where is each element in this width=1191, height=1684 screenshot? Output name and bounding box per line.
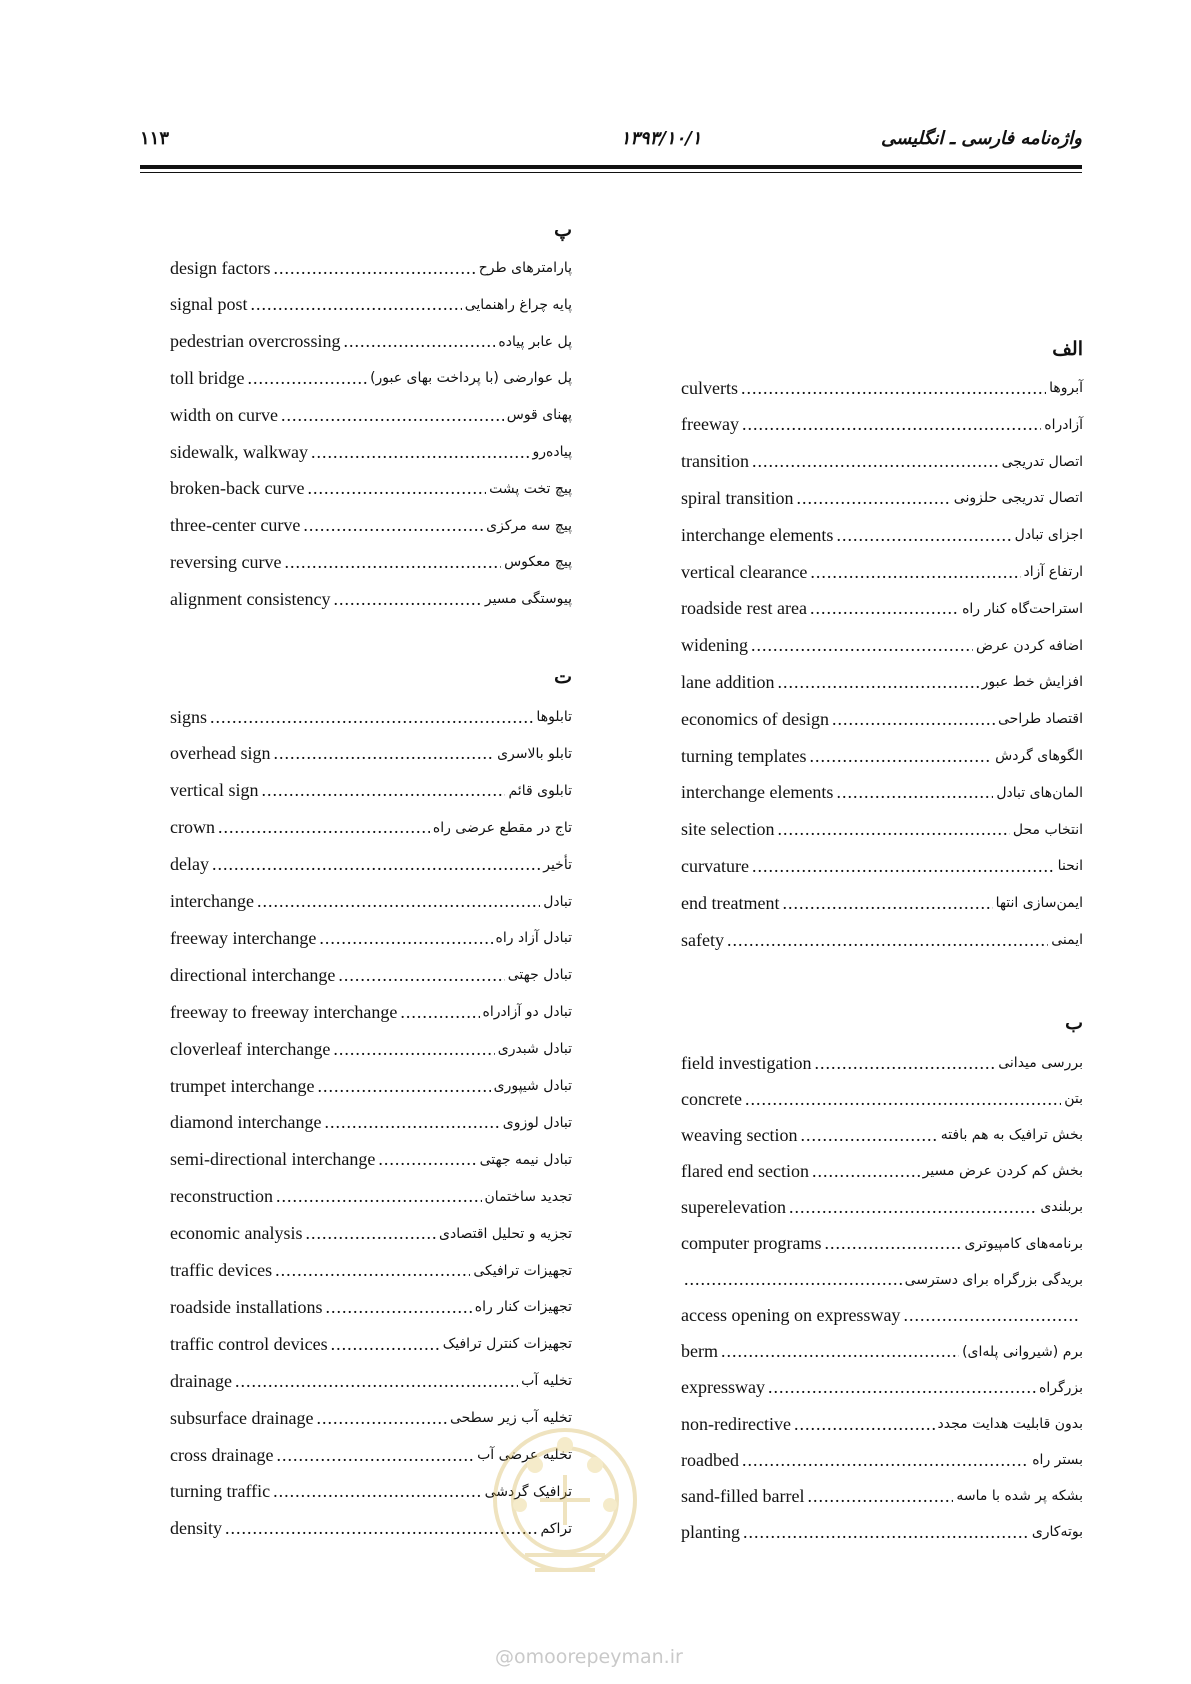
leader-dots: [800, 1125, 937, 1146]
entry-english: spiral transition: [681, 487, 794, 508]
entry-english: interchange: [170, 891, 254, 911]
entry-english: non-redirective: [681, 1413, 791, 1434]
entry-persian: ترافیک گردشی: [484, 1483, 572, 1500]
entry-english: three-center curve: [170, 515, 301, 536]
section-letter: الف: [1052, 338, 1083, 360]
entry-persian: اتصال تدریجی حلزونی: [953, 490, 1083, 507]
dictionary-entry: [170, 1034, 572, 1064]
entry-persian: المان‌های تبادل: [996, 784, 1083, 801]
entry-persian: تأخیر: [543, 856, 572, 873]
entry-english: crown: [170, 817, 215, 838]
leader-dots: [305, 1223, 436, 1244]
entry-english: trumpet interchange: [170, 1075, 315, 1096]
entry-persian: تابلوها: [536, 709, 572, 725]
leader-dots: [212, 854, 540, 875]
entry-english: access opening on expressway: [681, 1305, 901, 1326]
entry-persian: تخلیه آب: [521, 1373, 572, 1390]
entry-english: vertical sign: [170, 780, 259, 801]
leader-dots: [400, 1002, 479, 1023]
leader-dots: [311, 442, 530, 463]
dictionary-entry: [170, 1071, 572, 1101]
entry-persian: پارامترهای طرح: [478, 260, 572, 276]
leader-dots: [721, 1341, 959, 1362]
entry-english: computer programs: [681, 1233, 822, 1253]
entry-persian: بخش کم کردن عرض مسیر: [922, 1163, 1083, 1180]
entry-persian: اقتصاد طراحی: [998, 711, 1083, 728]
entry-persian: تابلوی قائم: [508, 782, 572, 799]
dictionary-entry: [170, 960, 572, 990]
right-column: [681, 0, 1083, 1684]
dictionary-entry: [681, 851, 1083, 881]
leader-dots: [257, 891, 540, 912]
dictionary-entry: [170, 584, 572, 614]
leader-dots: [261, 780, 505, 801]
entry-persian: بتن: [1064, 1091, 1083, 1108]
entry-english: freeway interchange: [170, 927, 317, 948]
entry-persian: تجهیزات کنترل ترافیک: [442, 1336, 572, 1353]
dictionary-entry: [170, 1219, 572, 1249]
entry-persian: برنامه‌های کامپیوتری: [964, 1235, 1083, 1252]
dictionary-entry: [170, 813, 572, 843]
leader-dots: [777, 672, 978, 693]
entry-persian: آبروها: [1049, 380, 1083, 396]
leader-dots: [273, 258, 475, 279]
entry-persian: پایه چراغ راهنمایی: [464, 296, 572, 313]
entry-english: widening: [681, 635, 748, 656]
dictionary-entry: [170, 923, 572, 953]
leader-dots: [218, 817, 430, 838]
entry-persian: بخش ترافیک به هم بافته: [940, 1127, 1083, 1144]
entry-english: economic analysis: [170, 1223, 303, 1244]
header-date: ۱۳۹۳/۱۰/۱: [620, 128, 702, 149]
leader-dots: [210, 707, 533, 728]
leader-dots: [768, 1377, 1036, 1398]
leader-dots: [794, 1414, 935, 1435]
entry-english: roadside installations: [170, 1296, 323, 1317]
dictionary-entry: [681, 667, 1083, 697]
dictionary-entry: [681, 1337, 1083, 1367]
entry-english: planting: [681, 1521, 740, 1542]
dictionary-entry: [170, 1292, 572, 1322]
entry-english: alignment consistency: [170, 588, 331, 609]
leader-dots: [814, 1053, 995, 1074]
dictionary-entry: [170, 997, 572, 1027]
entry-english: roadbed: [681, 1449, 739, 1470]
dictionary-entry: [681, 1229, 1083, 1259]
entry-persian: آزادراه: [1044, 416, 1083, 433]
dictionary-entry: [681, 704, 1083, 734]
dictionary-entry: [681, 1301, 1083, 1331]
entry-persian: بوته‌کاری: [1031, 1524, 1083, 1541]
dictionary-entry: [681, 925, 1083, 955]
leader-dots: [810, 598, 959, 619]
entry-persian: برم (شیروانی پله‌ای): [962, 1343, 1083, 1360]
entry-persian: ایمنی: [1051, 932, 1083, 948]
entry-persian: تراکم: [540, 1520, 572, 1537]
entry-english: berm: [681, 1341, 718, 1362]
leader-dots: [809, 746, 992, 767]
entry-persian: پهنای قوس: [506, 407, 572, 424]
entry-persian: بستر راه: [1032, 1452, 1083, 1469]
entry-english: width on curve: [170, 404, 278, 425]
dictionary-entry: [681, 1156, 1083, 1186]
entry-persian: بزرگراه: [1039, 1379, 1083, 1396]
leader-dots: [331, 1334, 440, 1355]
leader-dots: [316, 1408, 447, 1429]
entry-english: sand-filled barrel: [681, 1485, 805, 1506]
dictionary-entry: [681, 483, 1083, 513]
entry-english: site selection: [681, 819, 775, 840]
entry-persian: تخلیه آب زیر سطحی: [449, 1410, 572, 1427]
leader-dots: [782, 893, 992, 914]
entry-english: semi-directional interchange: [170, 1149, 376, 1170]
entry-persian: تبادل آزاد راه: [495, 930, 572, 947]
entry-persian: تاج در مقطع عرضی راه: [432, 819, 572, 836]
entry-persian: بررسی میدانی: [998, 1055, 1083, 1071]
leader-dots: [317, 1076, 490, 1097]
leader-dots: [812, 1161, 920, 1182]
page-number: ۱۱۳: [140, 128, 170, 149]
leader-dots: [777, 819, 1009, 840]
leader-dots: [273, 1481, 481, 1502]
dictionary-entry: [681, 1120, 1083, 1150]
dictionary-entry: [681, 1265, 1083, 1295]
dictionary-entry: [170, 290, 572, 320]
leader-dots: [807, 1486, 953, 1507]
entry-english: reconstruction: [170, 1186, 273, 1207]
entry-persian: پیچ تخت پشت: [489, 480, 572, 497]
entry-english: delay: [170, 854, 209, 875]
entry-english: vertical clearance: [681, 561, 808, 582]
dictionary-entry: [681, 1517, 1083, 1547]
leader-dots: [325, 1297, 471, 1318]
dictionary-entry: [681, 1445, 1083, 1475]
entry-persian: پیچ معکوس: [504, 554, 572, 571]
entry-english: safety: [681, 929, 724, 950]
entry-english: transition: [681, 451, 749, 472]
entry-english: sidewalk, walkway: [170, 441, 308, 462]
entry-persian: افزایش خط عبور: [981, 674, 1083, 691]
dictionary-entry: [170, 1366, 572, 1396]
leader-dots: [284, 552, 501, 573]
entry-english: concrete: [681, 1088, 742, 1109]
dictionary-entry: [170, 850, 572, 880]
entry-english: design factors: [170, 257, 271, 278]
leader-dots: [824, 1233, 961, 1254]
entry-persian: ارتفاع آزاد: [1023, 564, 1083, 580]
dictionary-entry: [681, 520, 1083, 550]
entry-persian: پیچ سه مرکزی: [486, 517, 572, 534]
entry-english: subsurface drainage: [170, 1407, 314, 1428]
entry-english: lane addition: [681, 671, 775, 692]
dictionary-entry: [681, 1409, 1083, 1439]
dictionary-entry: [170, 1256, 572, 1286]
entry-english: field investigation: [681, 1052, 812, 1073]
leader-dots: [276, 1186, 482, 1207]
dictionary-entry: [170, 1108, 572, 1138]
dictionary-entry: [170, 776, 572, 806]
entry-english: cloverleaf interchange: [170, 1038, 331, 1059]
section-letter: ب: [1065, 1012, 1083, 1034]
entry-persian: تجهیزات کنار راه: [474, 1299, 572, 1316]
entry-english: broken-back curve: [170, 478, 305, 499]
leader-dots: [684, 1269, 902, 1290]
entry-english: expressway: [681, 1377, 765, 1398]
entry-english: freeway: [681, 414, 739, 435]
leader-dots: [742, 414, 1041, 435]
entry-english: toll bridge: [170, 367, 245, 388]
leader-dots: [745, 1089, 1061, 1110]
entry-persian: بربلندی: [1040, 1199, 1083, 1216]
dictionary-entry: [681, 1192, 1083, 1222]
entry-persian: تبادل: [543, 893, 572, 910]
entry-persian: تبادل لوزوی: [502, 1114, 572, 1131]
entry-persian: اضافه کردن عرض: [975, 637, 1083, 654]
entry-english: drainage: [170, 1370, 232, 1391]
dictionary-entry: [170, 1145, 572, 1175]
entry-persian: تجدید ساختمان: [484, 1188, 572, 1205]
entry-english: interchange elements: [681, 524, 834, 545]
leader-dots: [275, 1260, 470, 1281]
entry-persian: تبادل شیپوری: [493, 1078, 572, 1094]
entry-persian: استراحت‌گاه کنار راه: [962, 600, 1083, 617]
entry-english: traffic control devices: [170, 1333, 328, 1354]
entry-english: turning templates: [681, 745, 807, 766]
entry-english: flared end section: [681, 1160, 809, 1181]
dictionary-entry: [681, 1481, 1083, 1511]
entry-persian: پل عابر پیاده: [498, 333, 572, 350]
entry-persian: بشکه پر شده با ماسه: [956, 1488, 1083, 1505]
dictionary-entry: [681, 594, 1083, 624]
dictionary-entry: [170, 511, 572, 541]
entry-english: curvature: [681, 855, 749, 876]
leader-dots: [307, 478, 486, 499]
dictionary-entry: [170, 739, 572, 769]
leader-dots: [903, 1305, 1080, 1326]
entry-english: superelevation: [681, 1196, 786, 1217]
entry-persian: تجزیه و تحلیل اقتصادی: [439, 1225, 572, 1242]
leader-dots: [836, 525, 1011, 546]
dictionary-entry: [170, 1329, 572, 1359]
dictionary-entry: [170, 474, 572, 504]
dictionary-entry: [681, 410, 1083, 440]
leader-dots: [789, 1197, 1037, 1218]
entry-english: diamond interchange: [170, 1112, 322, 1133]
leader-dots: [333, 589, 481, 610]
entry-persian: انتخاب محل: [1012, 821, 1083, 838]
leader-dots: [378, 1149, 476, 1170]
dictionary-entry: [681, 1084, 1083, 1114]
leader-dots: [741, 378, 1046, 399]
entry-english: density: [170, 1518, 222, 1539]
dictionary-entry: [681, 447, 1083, 477]
watermark-seal-icon: [480, 1405, 650, 1595]
leader-dots: [727, 930, 1048, 951]
dictionary-entry: [681, 1373, 1083, 1403]
leader-dots: [810, 562, 1020, 583]
dictionary-entry: [170, 327, 572, 357]
leader-dots: [742, 1450, 1029, 1471]
leader-dots: [276, 1445, 474, 1466]
entry-persian: تبادل شبدری: [497, 1041, 572, 1058]
entry-persian: بدون قابلیت هدایت مجدد: [937, 1416, 1083, 1432]
entry-persian: الگوهای گردش: [995, 748, 1083, 764]
dictionary-entry: [681, 778, 1083, 808]
entry-persian: انحنا: [1057, 858, 1083, 875]
leader-dots: [235, 1371, 518, 1392]
entry-english: signs: [170, 706, 208, 727]
dictionary-entry: [170, 702, 572, 732]
dictionary-entry: [681, 888, 1083, 918]
entry-persian: تبادل دو آزادراه: [482, 1004, 572, 1021]
leader-dots: [832, 709, 995, 730]
leader-dots: [251, 294, 462, 315]
dictionary-entry: [170, 887, 572, 917]
leader-dots: [273, 743, 494, 764]
entry-english: pedestrian overcrossing: [170, 331, 341, 352]
dictionary-entry: [681, 1048, 1083, 1078]
entry-persian: ایمن‌سازی انتها: [995, 895, 1083, 912]
entry-persian: تبادل جهتی: [507, 967, 572, 984]
section-letter: ت: [554, 666, 572, 688]
entry-english: interchange elements: [681, 782, 834, 803]
dictionary-entry: [681, 373, 1083, 403]
entry-english: end treatment: [681, 892, 780, 913]
leader-dots: [281, 405, 504, 426]
entry-english: signal post: [170, 294, 248, 315]
leader-dots: [796, 488, 950, 509]
leader-dots: [333, 1039, 494, 1060]
entry-english: culverts: [681, 377, 738, 398]
dictionary-entry: [681, 815, 1083, 845]
entry-persian: بریدگی بزرگراه برای دسترسی: [904, 1271, 1083, 1288]
leader-dots: [319, 928, 492, 949]
entry-persian: پیوستگی مسیر: [484, 591, 572, 608]
entry-english: economics of design: [681, 708, 829, 729]
leader-dots: [752, 856, 1055, 877]
leader-dots: [303, 515, 483, 536]
entry-persian: تجهیزات ترافیکی: [473, 1262, 572, 1279]
leader-dots: [743, 1522, 1029, 1543]
entry-persian: تابلو بالاسری: [497, 745, 572, 762]
entry-persian: تخلیه عرضی آب: [477, 1447, 572, 1463]
leader-dots: [343, 331, 495, 352]
dictionary-entry: [681, 631, 1083, 661]
dictionary-entry: [170, 400, 572, 430]
entry-persian: تبادل نیمه جهتی: [479, 1151, 572, 1168]
leader-dots: [338, 965, 504, 986]
dictionary-entry: [681, 741, 1083, 771]
entry-persian: پیاده‌رو: [532, 444, 572, 460]
dictionary-entry: [170, 1182, 572, 1212]
dictionary-entry: [681, 557, 1083, 587]
leader-dots: [324, 1112, 499, 1133]
entry-persian: اجزای تبادل: [1014, 527, 1083, 544]
leader-dots: [752, 451, 999, 472]
dictionary-entry: [170, 363, 572, 393]
entry-persian: پل عوارضی (با پرداخت بهای عبور): [370, 370, 572, 387]
header-title: واژه‌نامه فارسی ـ انگلیسی: [881, 128, 1082, 149]
entry-english: weaving section: [681, 1124, 798, 1145]
dictionary-entry: [170, 437, 572, 467]
leader-dots: [248, 368, 368, 389]
entry-english: turning traffic: [170, 1481, 271, 1502]
leader-dots: [751, 635, 973, 656]
entry-english: cross drainage: [170, 1444, 274, 1465]
entry-english: reversing curve: [170, 551, 282, 572]
entry-english: directional interchange: [170, 964, 336, 985]
leader-dots: [836, 782, 993, 803]
entry-persian: اتصال تدریجی: [1001, 453, 1083, 470]
entry-english: overhead sign: [170, 743, 271, 764]
entry-english: traffic devices: [170, 1260, 273, 1280]
entry-english: roadside rest area: [681, 598, 807, 619]
dictionary-entry: [170, 253, 572, 283]
section-letter: پ: [554, 219, 572, 241]
dictionary-entry: [170, 547, 572, 577]
entry-english: freeway to freeway interchange: [170, 1001, 398, 1022]
website-watermark: @omoorepeyman.ir: [495, 1646, 683, 1668]
